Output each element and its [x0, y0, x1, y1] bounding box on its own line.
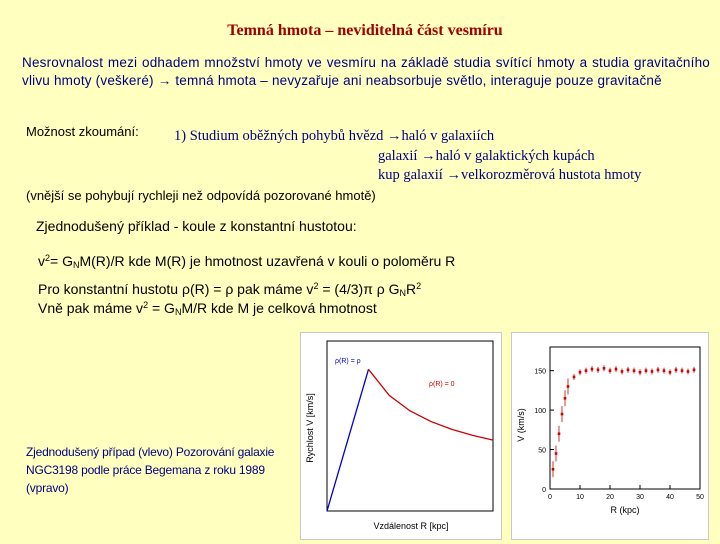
- outer-note: (vnější se pohybují rychleji než odpovídá pozorované hmotě): [26, 188, 376, 203]
- eq-text: R: [406, 281, 417, 297]
- method-target: haló v galaktických kupách: [435, 148, 595, 164]
- eq-text: = (4/3)π ρ G: [318, 281, 400, 297]
- y-tick-label: 100: [534, 408, 546, 416]
- subscript: N: [399, 288, 406, 298]
- x-tick-label: 10: [576, 494, 584, 501]
- x-tick-label: 0: [548, 494, 552, 501]
- intro-paragraph: [22, 54, 710, 90]
- figure-caption: Zjednodušený případ (vlevo) Pozorování galaxie NGC3198 podle práce Begemana z roku 1989 (vpravo): [26, 445, 275, 495]
- x-axis-label: R (kpc): [610, 505, 640, 515]
- data-point: [693, 369, 696, 372]
- equation-3: [38, 300, 377, 317]
- data-point: [579, 371, 582, 374]
- eq-text: = G: [148, 300, 175, 316]
- eq-text: M/R kde M je celková hmotnost: [181, 300, 377, 316]
- y-tick-label: 50: [538, 447, 546, 455]
- eq-text: Pro konstantní hustotu ρ(R) = ρ pak máme v: [38, 281, 314, 297]
- y-axis-label: Rychlost V [km/s]: [305, 393, 315, 463]
- exponent: 2: [416, 281, 422, 291]
- subscript: N: [72, 260, 80, 270]
- method-target: velkorozměrová hustota hmoty: [460, 167, 642, 183]
- method-line-2: [378, 148, 595, 165]
- series-line-1: [327, 369, 369, 511]
- data-point: [573, 376, 576, 379]
- data-point: [627, 369, 630, 372]
- data-point: [669, 371, 672, 374]
- y-axis-label: V (km/s): [516, 408, 526, 442]
- data-point: [609, 369, 612, 372]
- eq-text: Vně pak máme v: [38, 300, 144, 316]
- exponent: 2: [45, 253, 51, 263]
- data-point: [564, 397, 567, 400]
- eq-text: = G: [50, 253, 73, 269]
- data-point: [651, 370, 654, 373]
- y-tick-label: 150: [534, 368, 546, 376]
- data-point: [585, 369, 588, 372]
- method-line-3: [378, 167, 641, 184]
- data-point: [675, 369, 678, 372]
- data-point: [615, 368, 618, 371]
- method-prefix: galaxií: [378, 148, 418, 164]
- method-target: haló v galaxiích: [401, 128, 495, 144]
- data-point: [555, 452, 558, 455]
- data-point: [621, 370, 624, 373]
- plot-frame: [550, 347, 700, 489]
- data-point: [681, 369, 684, 372]
- data-point: [603, 367, 606, 370]
- simplified-rotation-curve-figure: [300, 332, 502, 540]
- plot-area: [552, 365, 696, 477]
- y-tick-label: 0: [542, 487, 546, 494]
- data-point: [639, 371, 642, 374]
- equation-1: [38, 253, 455, 270]
- simple-example-heading: Zjednodušený příklad - koule z konstantní hustotou:: [36, 218, 357, 234]
- equation-2: [38, 281, 421, 298]
- data-point: [591, 368, 594, 371]
- ngc3198-rotation-curve-chart: [512, 333, 708, 539]
- arrow-right-icon: →: [446, 167, 461, 183]
- plot-area: [327, 369, 493, 511]
- data-point: [687, 370, 690, 373]
- data-point: [645, 369, 648, 372]
- data-point: [558, 432, 561, 435]
- arrow-right-icon: →: [157, 73, 172, 88]
- intro-text-part1: Nesrovnalost mezi odhadem množství hmoty ve vesmíru na základě studia svítící hmoty a studia gravitačního vlivu hmoty (veškeré): [22, 55, 710, 88]
- x-tick-label: 30: [636, 494, 644, 501]
- eq-text: v: [38, 253, 45, 269]
- data-point: [561, 413, 564, 416]
- eq-text: M(R)/R kde M(R) je hmotnost uzavřená v kouli o poloměru R: [79, 253, 456, 269]
- series-label-outer: ρ(R) = 0: [429, 381, 455, 388]
- simplified-rotation-curve-chart: [301, 333, 501, 539]
- data-point: [567, 385, 570, 388]
- arrow-right-icon: →: [387, 128, 402, 144]
- method-prefix: 1) Studium oběžných pohybů hvězd: [174, 128, 384, 144]
- data-point: [657, 369, 660, 372]
- data-point: [663, 369, 666, 372]
- subscript: N: [174, 307, 182, 317]
- data-point: [597, 369, 600, 372]
- exponent: 2: [313, 281, 319, 291]
- series-label-inner: ρ(R) = ρ: [335, 358, 361, 365]
- data-point: [633, 369, 636, 372]
- x-tick-label: 50: [696, 494, 704, 501]
- intro-text-part2: temná hmota – nevyzařuje ani neabsorbuje světlo, interaguje pouze gravitačně: [175, 73, 662, 88]
- exponent: 2: [143, 300, 149, 310]
- x-tick-label: 20: [606, 494, 614, 501]
- ngc3198-rotation-curve-figure: [511, 332, 709, 540]
- method-prefix: kup galaxií: [378, 167, 443, 183]
- series-line-2: [369, 369, 494, 440]
- method-line-1: [174, 128, 494, 145]
- data-point: [552, 468, 555, 471]
- x-axis-label: Vzdálenost R [kpc]: [373, 521, 449, 531]
- arrow-right-icon: →: [421, 148, 436, 164]
- page-title: Temná hmota – neviditelná část vesmíru: [227, 22, 503, 39]
- x-tick-label: 40: [666, 494, 674, 501]
- possibility-label: Možnost zkoumání:: [26, 124, 139, 139]
